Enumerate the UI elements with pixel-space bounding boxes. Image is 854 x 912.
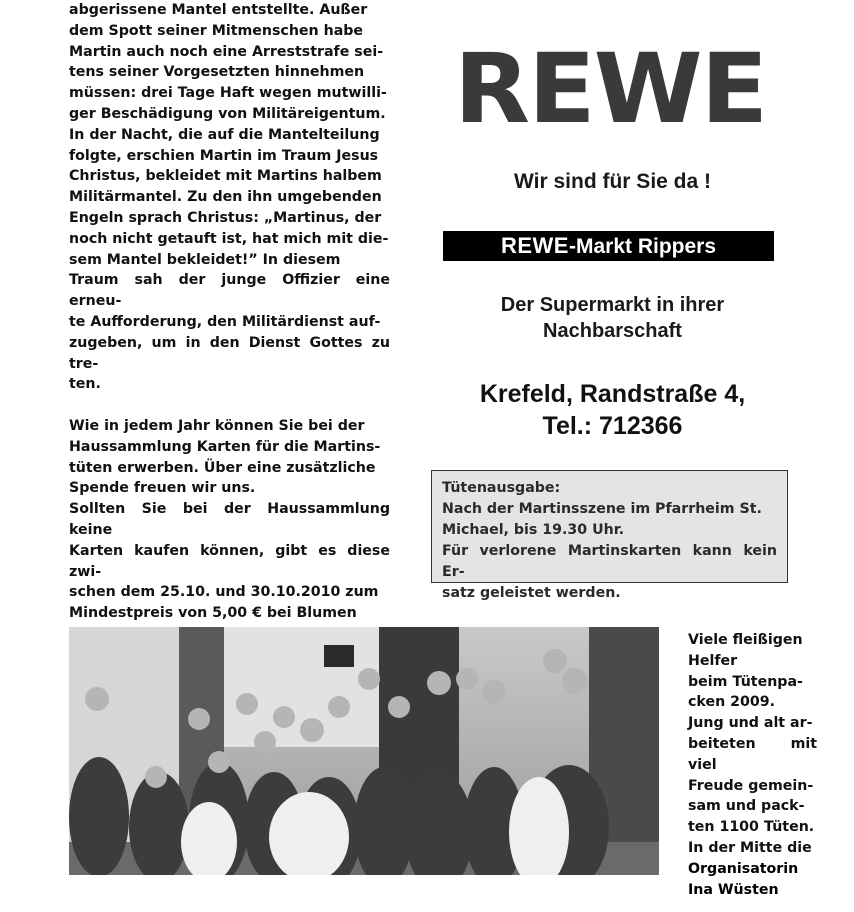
ad-description-line: Nachbarschaft	[543, 320, 682, 342]
text-line: Militärmantel. Zu den ihn umgebenden	[69, 189, 382, 206]
caption-line: beiteten mit viel	[688, 735, 817, 773]
group-photo-illustration	[69, 627, 659, 875]
ad-tagline: Wir sind für Sie da !	[514, 170, 711, 193]
notice-box	[431, 470, 788, 601]
text-line: noch nicht getauft ist, hat mich mit die-	[69, 230, 389, 247]
text-line: te Aufforderung, den Militärdienst auf-	[69, 313, 381, 330]
notice-line: Nach der Martinsszene im Pfarrheim St.	[442, 501, 762, 517]
text-line: schen dem 25.10. und 30.10.2010 zum	[69, 584, 379, 601]
caption-line: beim Tütenpa-	[688, 673, 803, 690]
ad-street: Krefeld, Randstraße 4,	[479, 380, 746, 408]
text-line: In der Nacht, die auf die Mantelteilung	[69, 126, 380, 143]
notice-line: Michael, bis 19.30 Uhr.	[442, 522, 625, 538]
text-line: sem Mantel bekleidet!” In diesem	[69, 251, 341, 268]
text-line: Sollten Sie bei der Haussammlung keine	[69, 501, 390, 538]
text-line: dem Spott seiner Mitmenschen habe	[69, 22, 364, 39]
notice-line: Für verlorene Martinskarten kann kein Er-	[442, 543, 777, 580]
paragraph-haussammlung	[69, 416, 390, 645]
text-line: Spende freuen wir uns.	[69, 480, 256, 497]
rewe-advertisement	[440, 28, 785, 448]
ad-banner-brand: REWE	[500, 233, 569, 258]
caption-line: ten 1100 Tüten.	[688, 819, 815, 836]
group-photo	[69, 627, 659, 875]
caption-organizer-title: Organisatorin	[688, 860, 799, 877]
text-line: Karten kaufen können, gibt es diese zwi-	[69, 542, 390, 580]
caption-line: sam und pack-	[688, 798, 805, 815]
rewe-logo: REWE	[454, 33, 767, 145]
text-line: tüten erwerben. Über eine zusätzliche	[69, 459, 376, 476]
text-line: ger Beschädigung von Militäreigentum.	[69, 105, 386, 122]
notice-heading: Tütenausgabe:	[442, 480, 561, 496]
notice-line: satz geleistet werden.	[442, 585, 621, 601]
caption-organizer-name: Ina Wüsten	[688, 881, 779, 898]
paragraph-martin-legend	[69, 0, 390, 395]
ad-phone: Tel.: 712366	[542, 412, 683, 440]
ad-address	[440, 378, 785, 442]
text-line: Wie in jedem Jahr können Sie bei der	[69, 417, 365, 434]
article-column	[69, 0, 390, 645]
ad-banner-store: -Markt Rippers	[568, 235, 717, 258]
text-line: Mindestpreis von 5,00 € bei Blumen	[69, 605, 357, 622]
text-line: zugeben, um in den Dienst Gottes zu tre-	[69, 334, 390, 372]
text-line: abgerissene Mantel entstellte. Außer	[69, 2, 368, 18]
text-line: Engeln sprach Christus: „Martinus, der	[69, 209, 382, 226]
text-line: Traum sah der junge Offizier eine erneu-	[69, 272, 390, 310]
caption-line: Jung und alt ar-	[688, 715, 813, 732]
text-line: Haussammlung Karten für die Martins-	[69, 438, 381, 455]
ad-store-banner	[443, 231, 774, 261]
text-line: Christus, bekleidet mit Martins halbem	[69, 168, 382, 185]
caption-line: cken 2009.	[688, 694, 776, 711]
text-line: folgte, erschien Martin im Traum Jesus	[69, 147, 379, 164]
photo-caption	[688, 630, 817, 900]
caption-line: Freude gemein-	[688, 777, 814, 794]
text-line: Martin auch noch eine Arreststrafe sei-	[69, 43, 384, 60]
text-line: tens seiner Vorgesetzten hinnehmen	[69, 64, 365, 81]
ad-description	[440, 292, 785, 344]
text-line: müssen: drei Tage Haft wegen mutwilli-	[69, 85, 387, 102]
text-line: ten.	[69, 376, 101, 393]
caption-line: Helfer	[688, 652, 738, 669]
ad-description-line: Der Supermarkt in ihrer	[500, 294, 725, 316]
caption-line: In der Mitte die	[688, 839, 812, 856]
caption-line: Viele fleißigen	[688, 632, 803, 648]
